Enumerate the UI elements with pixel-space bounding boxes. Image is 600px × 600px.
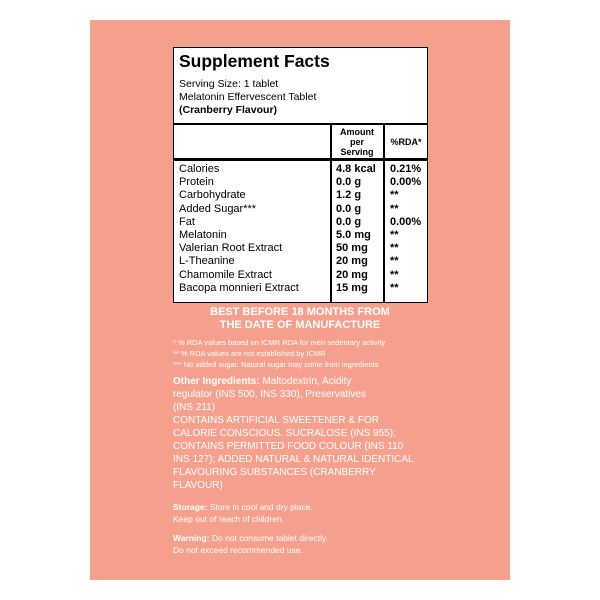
nutrient-amount: 1.2 g xyxy=(336,189,362,202)
serving-size: Serving Size: 1 tablet xyxy=(179,78,279,90)
nutrient-row xyxy=(174,229,427,242)
nutrient-rda: ** xyxy=(390,189,399,202)
product-name: Melatonin Effervescent Tablet xyxy=(179,91,317,103)
storage-info: Storage: Store in cool and dry place. Keep out of reach of children. xyxy=(173,502,313,524)
nutrient-name: Protein xyxy=(179,176,214,189)
nutrient-amount: 0.0 g xyxy=(336,202,362,215)
other-ingredients: Other Ingredients: Maltodextrin, Acidity regulator (INS 500, INS 330), Preservatives (INS 211) CONTAINS ARTIFICIAL SWEETENER & FOR CALORIE CONSCIOUS. SUCRALOSE (INS 955); CONTAINS PERMITTED FOOD COLOUR (INS 110 INS 127); ADDED NATURAL & NATURAL IDENTICAL FLAVOURING SUBSTANCES (CRANBERRY FLAVOUR) xyxy=(173,376,414,491)
nutrient-rda: 0.00% xyxy=(390,176,422,189)
nutrient-name: L-Theanine xyxy=(179,255,235,268)
nutrient-name: Fat xyxy=(179,215,195,228)
divider-thick xyxy=(174,158,427,161)
nutrient-rda: ** xyxy=(390,255,399,268)
nutrient-name: Added Sugar*** xyxy=(179,202,257,215)
nutrient-amount: 15 mg xyxy=(336,281,368,294)
nutrient-name: Valerian Root Extract xyxy=(179,242,283,255)
amount-per-serving-header: Amount per Serving xyxy=(340,127,374,157)
nutrient-amount: 20 mg xyxy=(336,255,368,268)
rda-header: %RDA* xyxy=(390,137,422,147)
nutrient-row xyxy=(174,242,427,255)
nutrient-row xyxy=(174,255,427,268)
nutrient-amount: 0.0 g xyxy=(336,215,362,228)
nutrient-rda: 0.00% xyxy=(390,215,422,228)
nutrient-amount: 5.0 mg xyxy=(336,229,371,241)
divider-top xyxy=(174,123,427,125)
warning-info: Warning: Do not consume tablet directly. Do not exceed recommended use. xyxy=(173,533,328,555)
nutrient-row xyxy=(174,282,427,295)
nutrient-rda: ** xyxy=(390,268,399,281)
footnote-1: * % RDA values based on ICMR RDA for men sedentary activity xyxy=(173,338,386,347)
nutrient-rda: ** xyxy=(390,202,399,215)
nutrient-amount: 20 mg xyxy=(336,268,368,281)
footnote-3: *** No added sugar. Natural sugar may come from ingredients xyxy=(173,360,379,369)
supplement-facts-box xyxy=(173,47,428,303)
nutrient-name: Carbohydrate xyxy=(179,189,246,202)
nutrient-rda: 0.21% xyxy=(390,163,422,175)
nutrient-name: Calories xyxy=(179,163,220,175)
nutrient-amount: 4.8 kcal xyxy=(336,163,376,175)
warning-label: Warning: xyxy=(173,533,210,543)
storage-label: Storage: xyxy=(173,502,208,512)
nutrient-row xyxy=(174,189,427,202)
footnotes xyxy=(173,337,385,370)
nutrient-rda: ** xyxy=(390,229,399,241)
nutrient-amount: 0.0 g xyxy=(336,176,362,189)
nutrient-name: Chamomile Extract xyxy=(179,268,272,281)
nutrient-name: Melatonin xyxy=(179,229,227,241)
best-before: BEST BEFORE 18 MONTHS FROM THE DATE OF MANUFACTURE xyxy=(210,306,390,331)
nutrient-row xyxy=(174,163,427,176)
footnote-2: ** % RDA values are not established by ICMR xyxy=(173,349,326,358)
nutrient-row xyxy=(174,216,427,229)
nutrient-row xyxy=(174,269,427,282)
nutrient-rda: ** xyxy=(390,281,399,294)
flavour: (Cranberry Flavour) xyxy=(179,104,278,116)
other-ingredients-label: Other Ingredients: xyxy=(173,376,260,387)
nutrient-rda: ** xyxy=(390,242,399,255)
nutrient-name: Bacopa monnieri Extract xyxy=(179,281,299,294)
nutrient-row xyxy=(174,176,427,189)
nutrient-row xyxy=(174,203,427,216)
facts-title: Supplement Facts xyxy=(179,51,330,71)
nutrient-amount: 50 mg xyxy=(336,242,368,255)
